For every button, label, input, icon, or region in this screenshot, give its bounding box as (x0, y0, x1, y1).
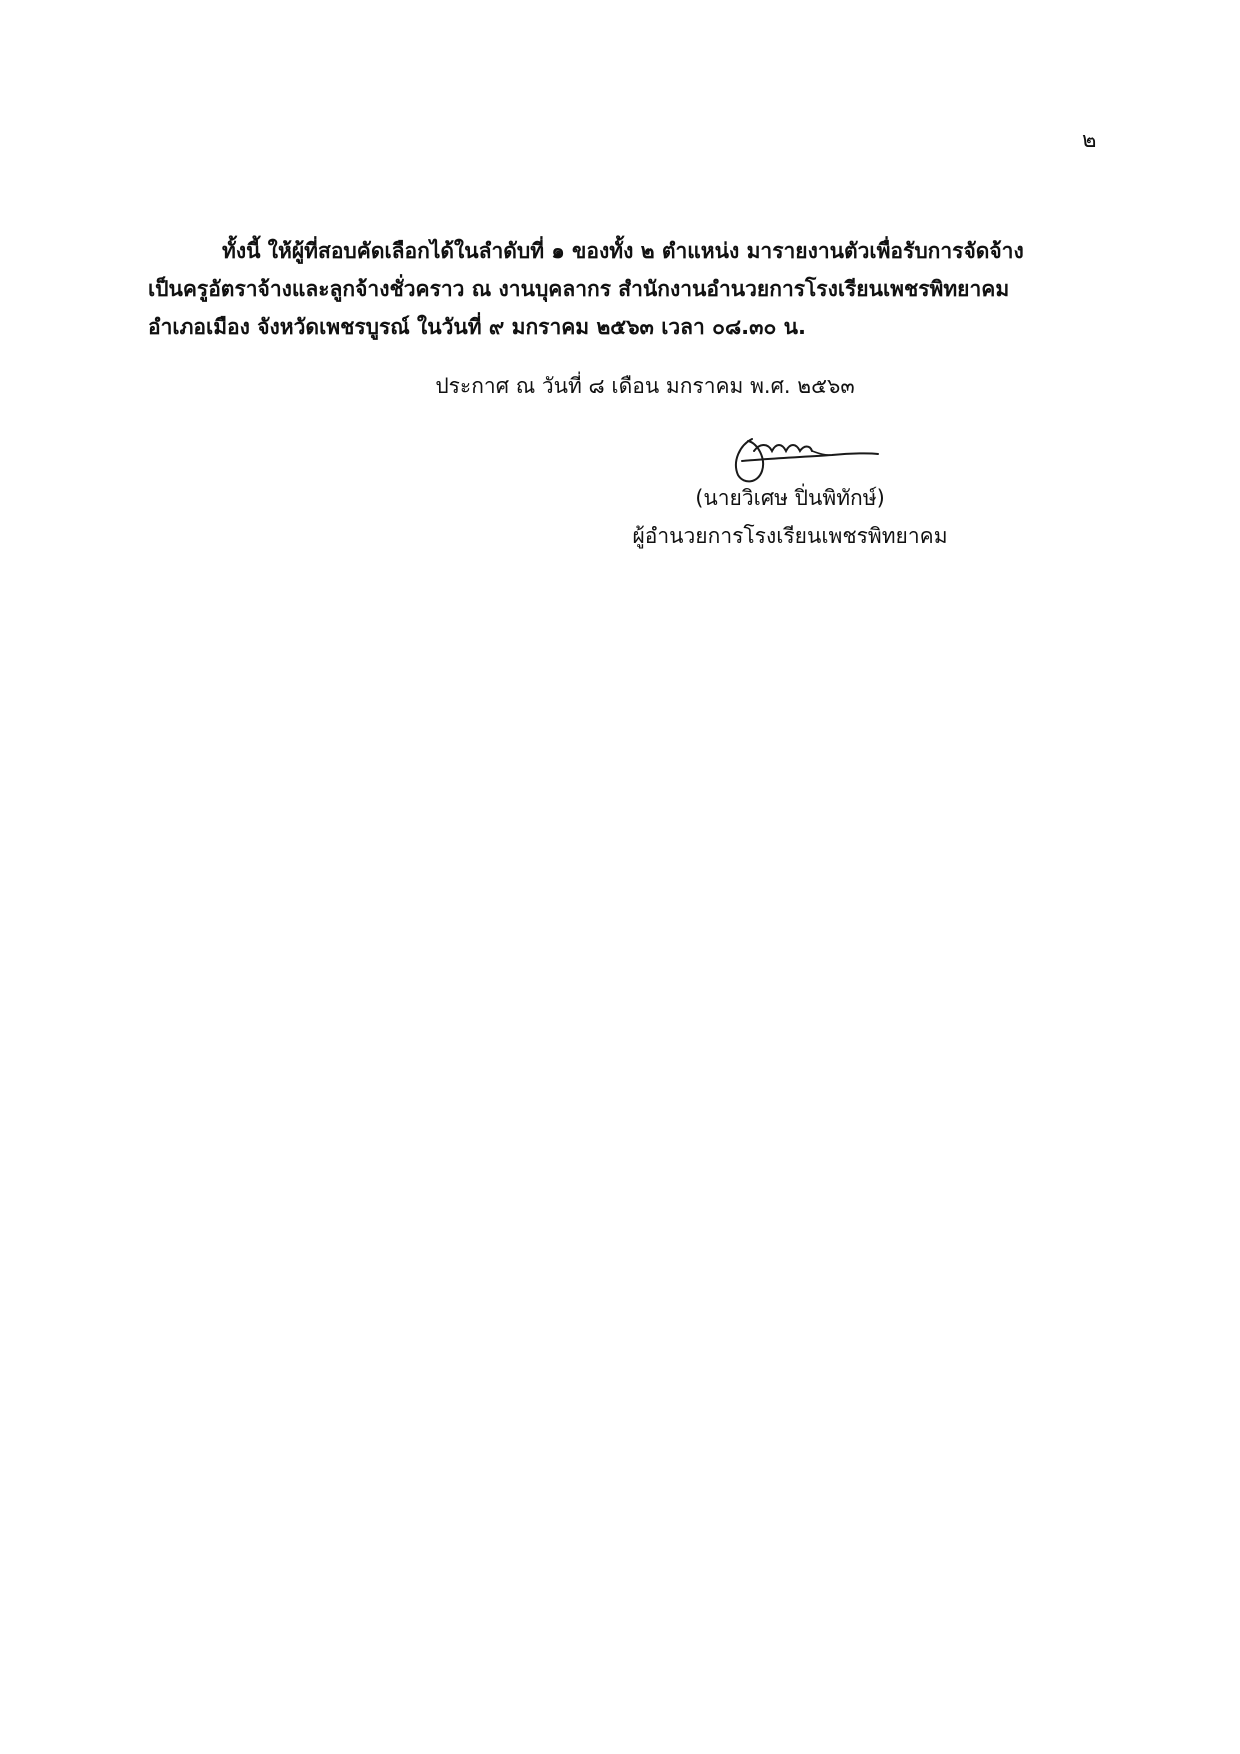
page-number: ๒ (1082, 128, 1097, 153)
announcement-date: ประกาศ ณ วันที่ ๘ เดือน มกราคม พ.ศ. ๒๕๖๓ (435, 374, 855, 398)
body-paragraph (148, 232, 1078, 346)
body-line-3: อำเภอเมือง จังหวัดเพชรบูรณ์ ในวันที่ ๙ มกราคม ๒๕๖๓ เวลา ๐๘.๓๐ น. (148, 315, 806, 339)
body-line-2: เป็นครูอัตราจ้างและลูกจ้างชั่วคราว ณ งานบุคลากร สำนักงานอำนวยการโรงเรียนเพชรพิทยาคม (148, 277, 1010, 301)
body-line-1: ทั้งนี้ ให้ผู้ที่สอบคัดเลือกได้ในลำดับที่ ๑ ของทั้ง ๒ ตำแหน่ง มารายงานตัวเพื่อรับการจัดจ้าง (222, 239, 1024, 263)
signer-title: ผู้อำนวยการโรงเรียนเพชรพิทยาคม (632, 524, 948, 548)
signer-name: (นายวิเศษ ปิ่นพิทักษ์) (695, 486, 885, 510)
